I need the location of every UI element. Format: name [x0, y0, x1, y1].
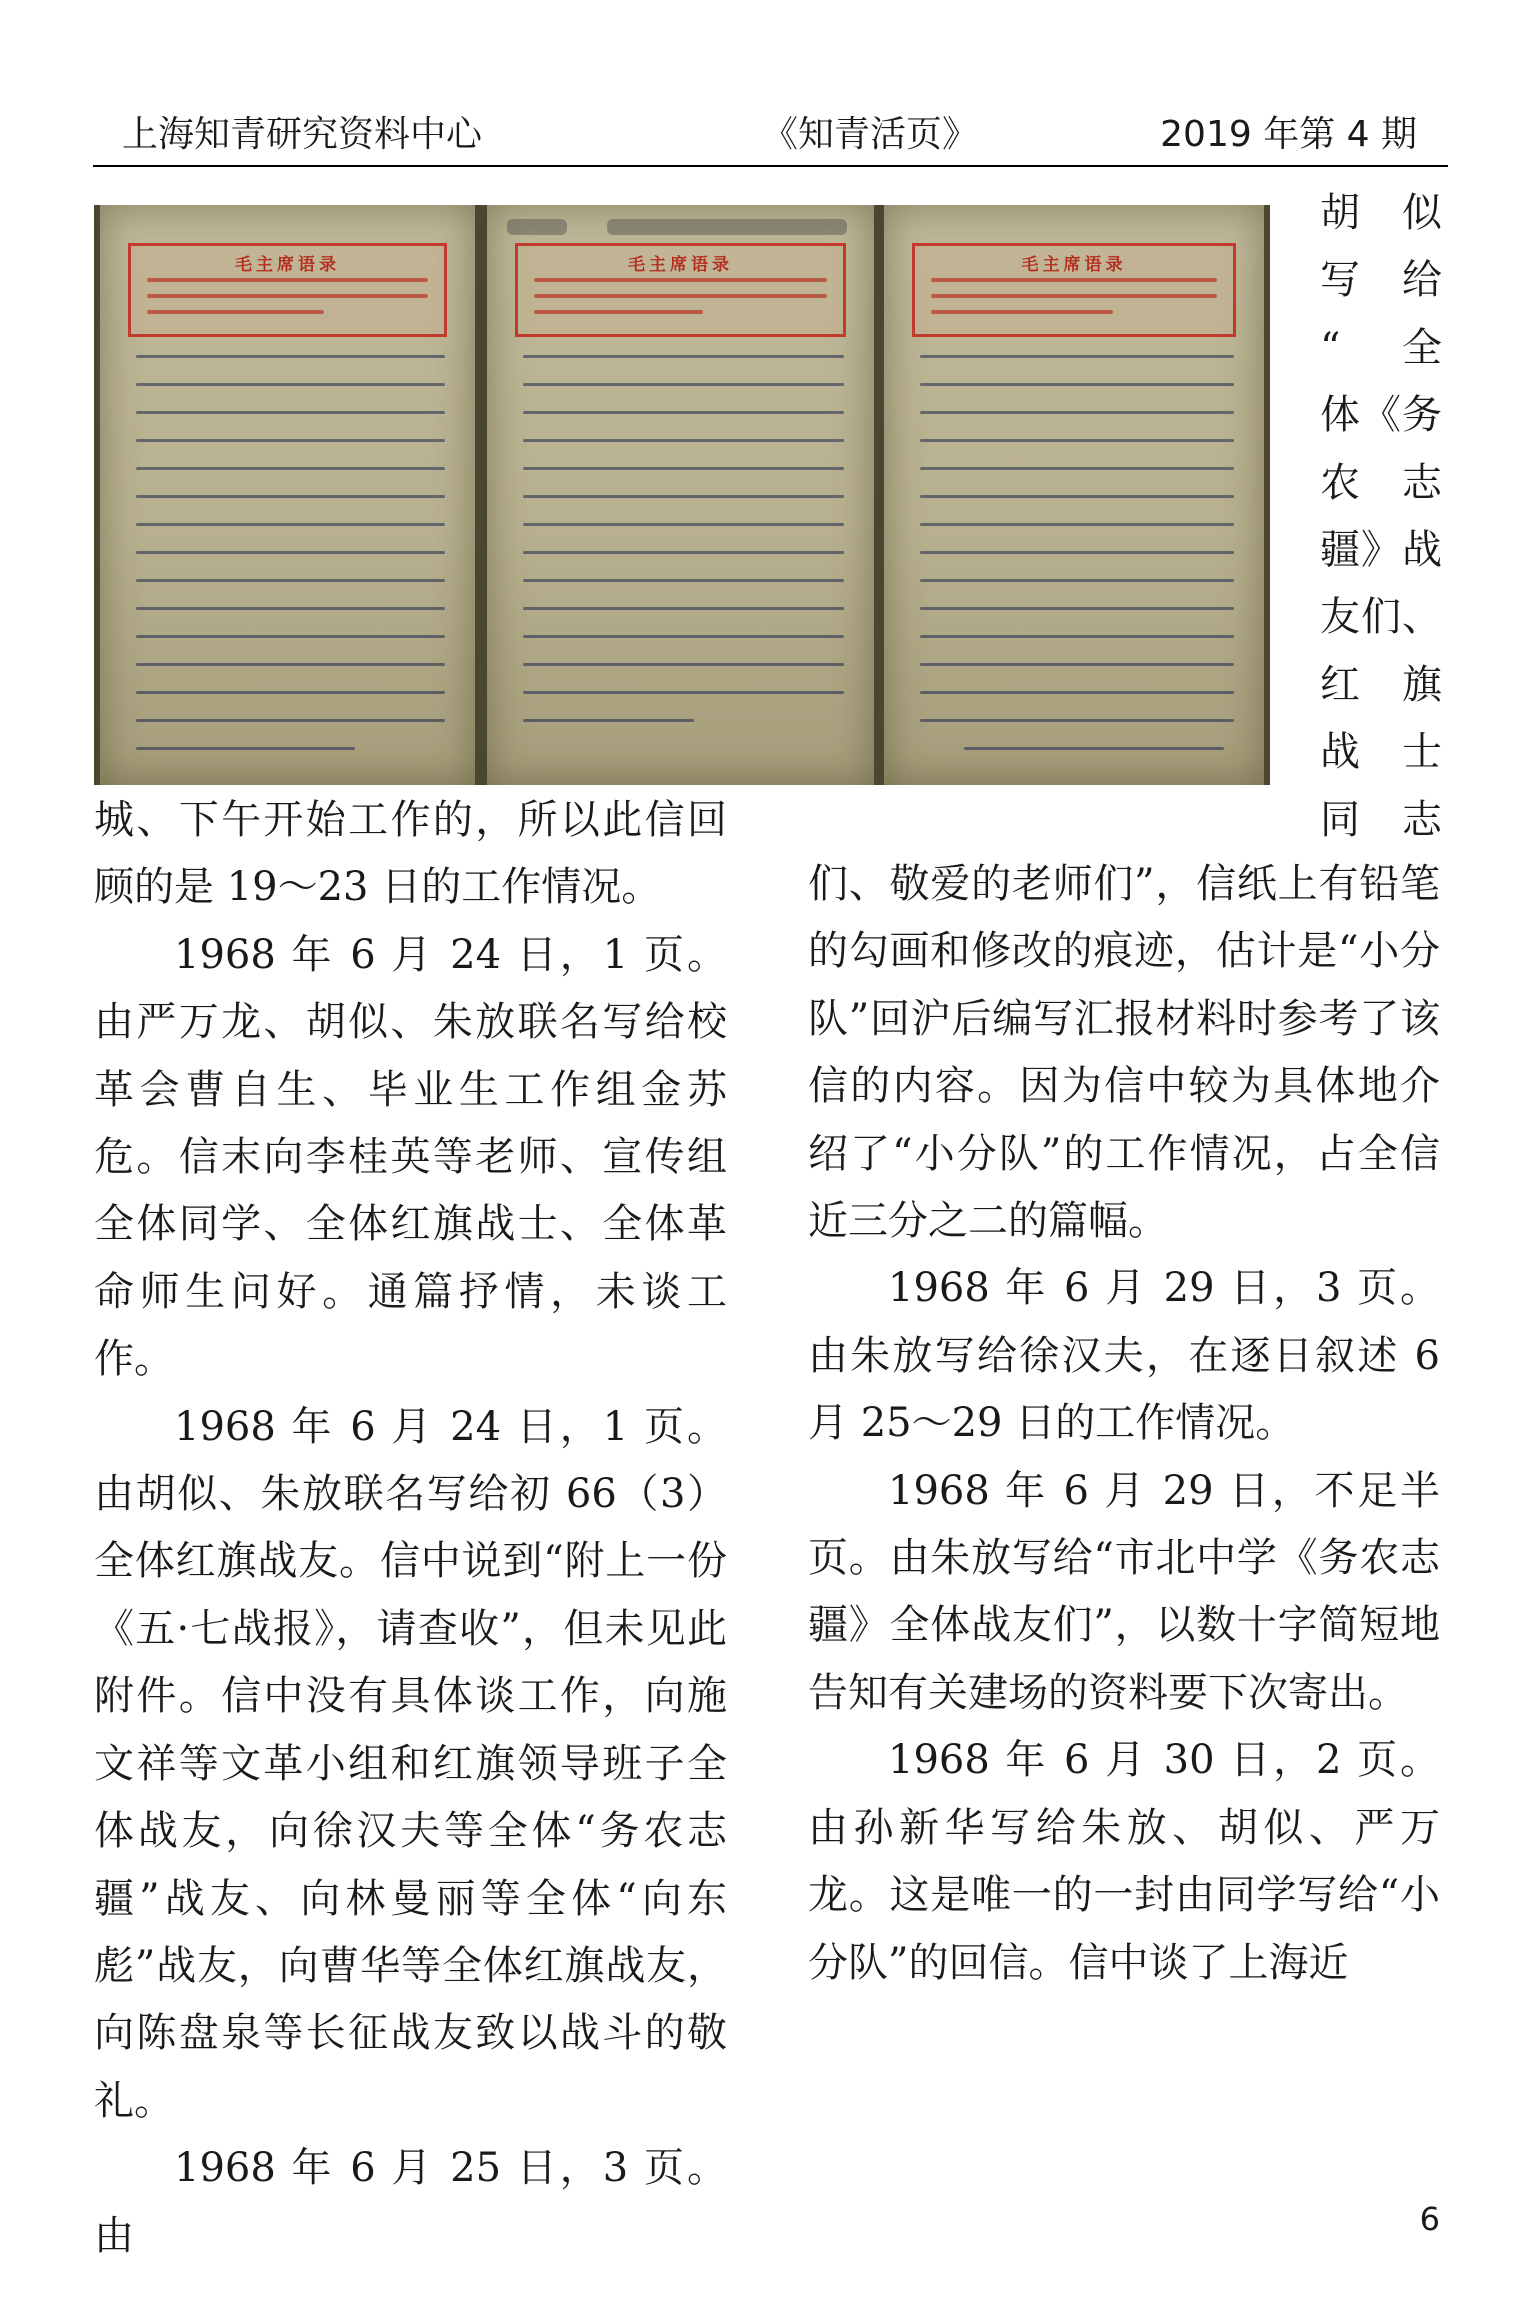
paragraph: 1968 年 6 月 29 日，不足半页。由朱放写给“市北中学《务农志疆》全体战友们”，以数十字简短地告知有关建场的资料要下次寄出。	[808, 1467, 1440, 1716]
text-line: 战 士	[1320, 729, 1442, 776]
header-issue: 2019 年第 4 期	[1160, 114, 1417, 155]
letter-sheet-1	[100, 205, 475, 785]
left-column	[94, 787, 727, 2270]
paragraph: 城、下午开始工作的，所以此信回顾的是 19～23 日的工作情况。	[94, 797, 727, 911]
quote-heading: 毛主席语录	[235, 255, 340, 275]
paragraph: 1968 年 6 月 30 日，2 页。由孙新华写给朱放、胡似、严万龙。这是唯一的一封由同学写给“小分队”的回信。信中谈了上海近	[808, 1737, 1440, 1986]
wrapped-text-column	[1320, 180, 1442, 854]
quote-box	[515, 243, 846, 337]
paragraph: 1968 年 6 月 24 日，1 页。由严万龙、胡似、朱放联名写给校革会曹自生、毕业生工作组金苏危。信末向李桂英等老师、宣传组全体同学、全体红旗战士、全体革命师生问好。通篇抒情，未谈工作。	[94, 931, 727, 1383]
letters-photo	[94, 205, 1270, 785]
letter-sheet-3	[884, 205, 1264, 785]
text-line: 体《务	[1320, 392, 1442, 439]
paragraph: 1968 年 6 月 29 日，3 页。由朱放写给徐汉夫，在逐日叙述 6 月 25～29 日的工作情况。	[808, 1265, 1440, 1447]
quote-heading: 毛主席语录	[628, 255, 733, 275]
header-rule	[93, 165, 1448, 167]
paragraph: 1968 年 6 月 24 日，1 页。由胡似、朱放联名写给初 66（3）全体红旗战友。信中说到“附上一份《五·七战报》，请查收”，但未见此附件。信中没有具体谈工作，向施文祥等文革小组和红旗领导班子全体战友，向徐汉夫等全体“务农志疆”战友、向林曼丽等全体“向东彪”战友，向曹华等全体红旗战友，向陈盘泉等长征战友致以战斗的敬礼。	[94, 1403, 727, 2124]
paragraph: 1968 年 6 月 25 日，3 页。由	[94, 2145, 727, 2259]
text-line: “ 全	[1320, 324, 1442, 371]
paragraph: 们、敬爱的老师们”，信纸上有铅笔的勾画和修改的痕迹，估计是“小分队”回沪后编写汇报材料时参考了该信的内容。因为信中较为具体地介绍了“小分队”的工作情况，占全信近三分之二的篇幅。	[808, 861, 1440, 1245]
header-org: 上海知青研究资料中心	[122, 114, 483, 155]
quote-box	[128, 243, 447, 337]
text-line: 同 志	[1320, 796, 1442, 843]
text-line: 疆》战	[1320, 526, 1442, 573]
letter-sheet-2	[487, 205, 874, 785]
quote-box	[912, 243, 1236, 337]
running-header	[122, 110, 1417, 160]
text-line: 友们、	[1320, 594, 1442, 641]
right-column	[808, 851, 1440, 1997]
quote-heading: 毛主席语录	[1021, 255, 1127, 275]
text-line: 胡 似	[1320, 190, 1442, 236]
text-line: 红 旗	[1320, 661, 1442, 708]
text-line: 农 志	[1320, 459, 1442, 506]
text-line: 写 给	[1320, 257, 1442, 304]
header-publication: 《知青活页》	[762, 114, 979, 155]
page-number: 6	[1419, 2200, 1440, 2238]
